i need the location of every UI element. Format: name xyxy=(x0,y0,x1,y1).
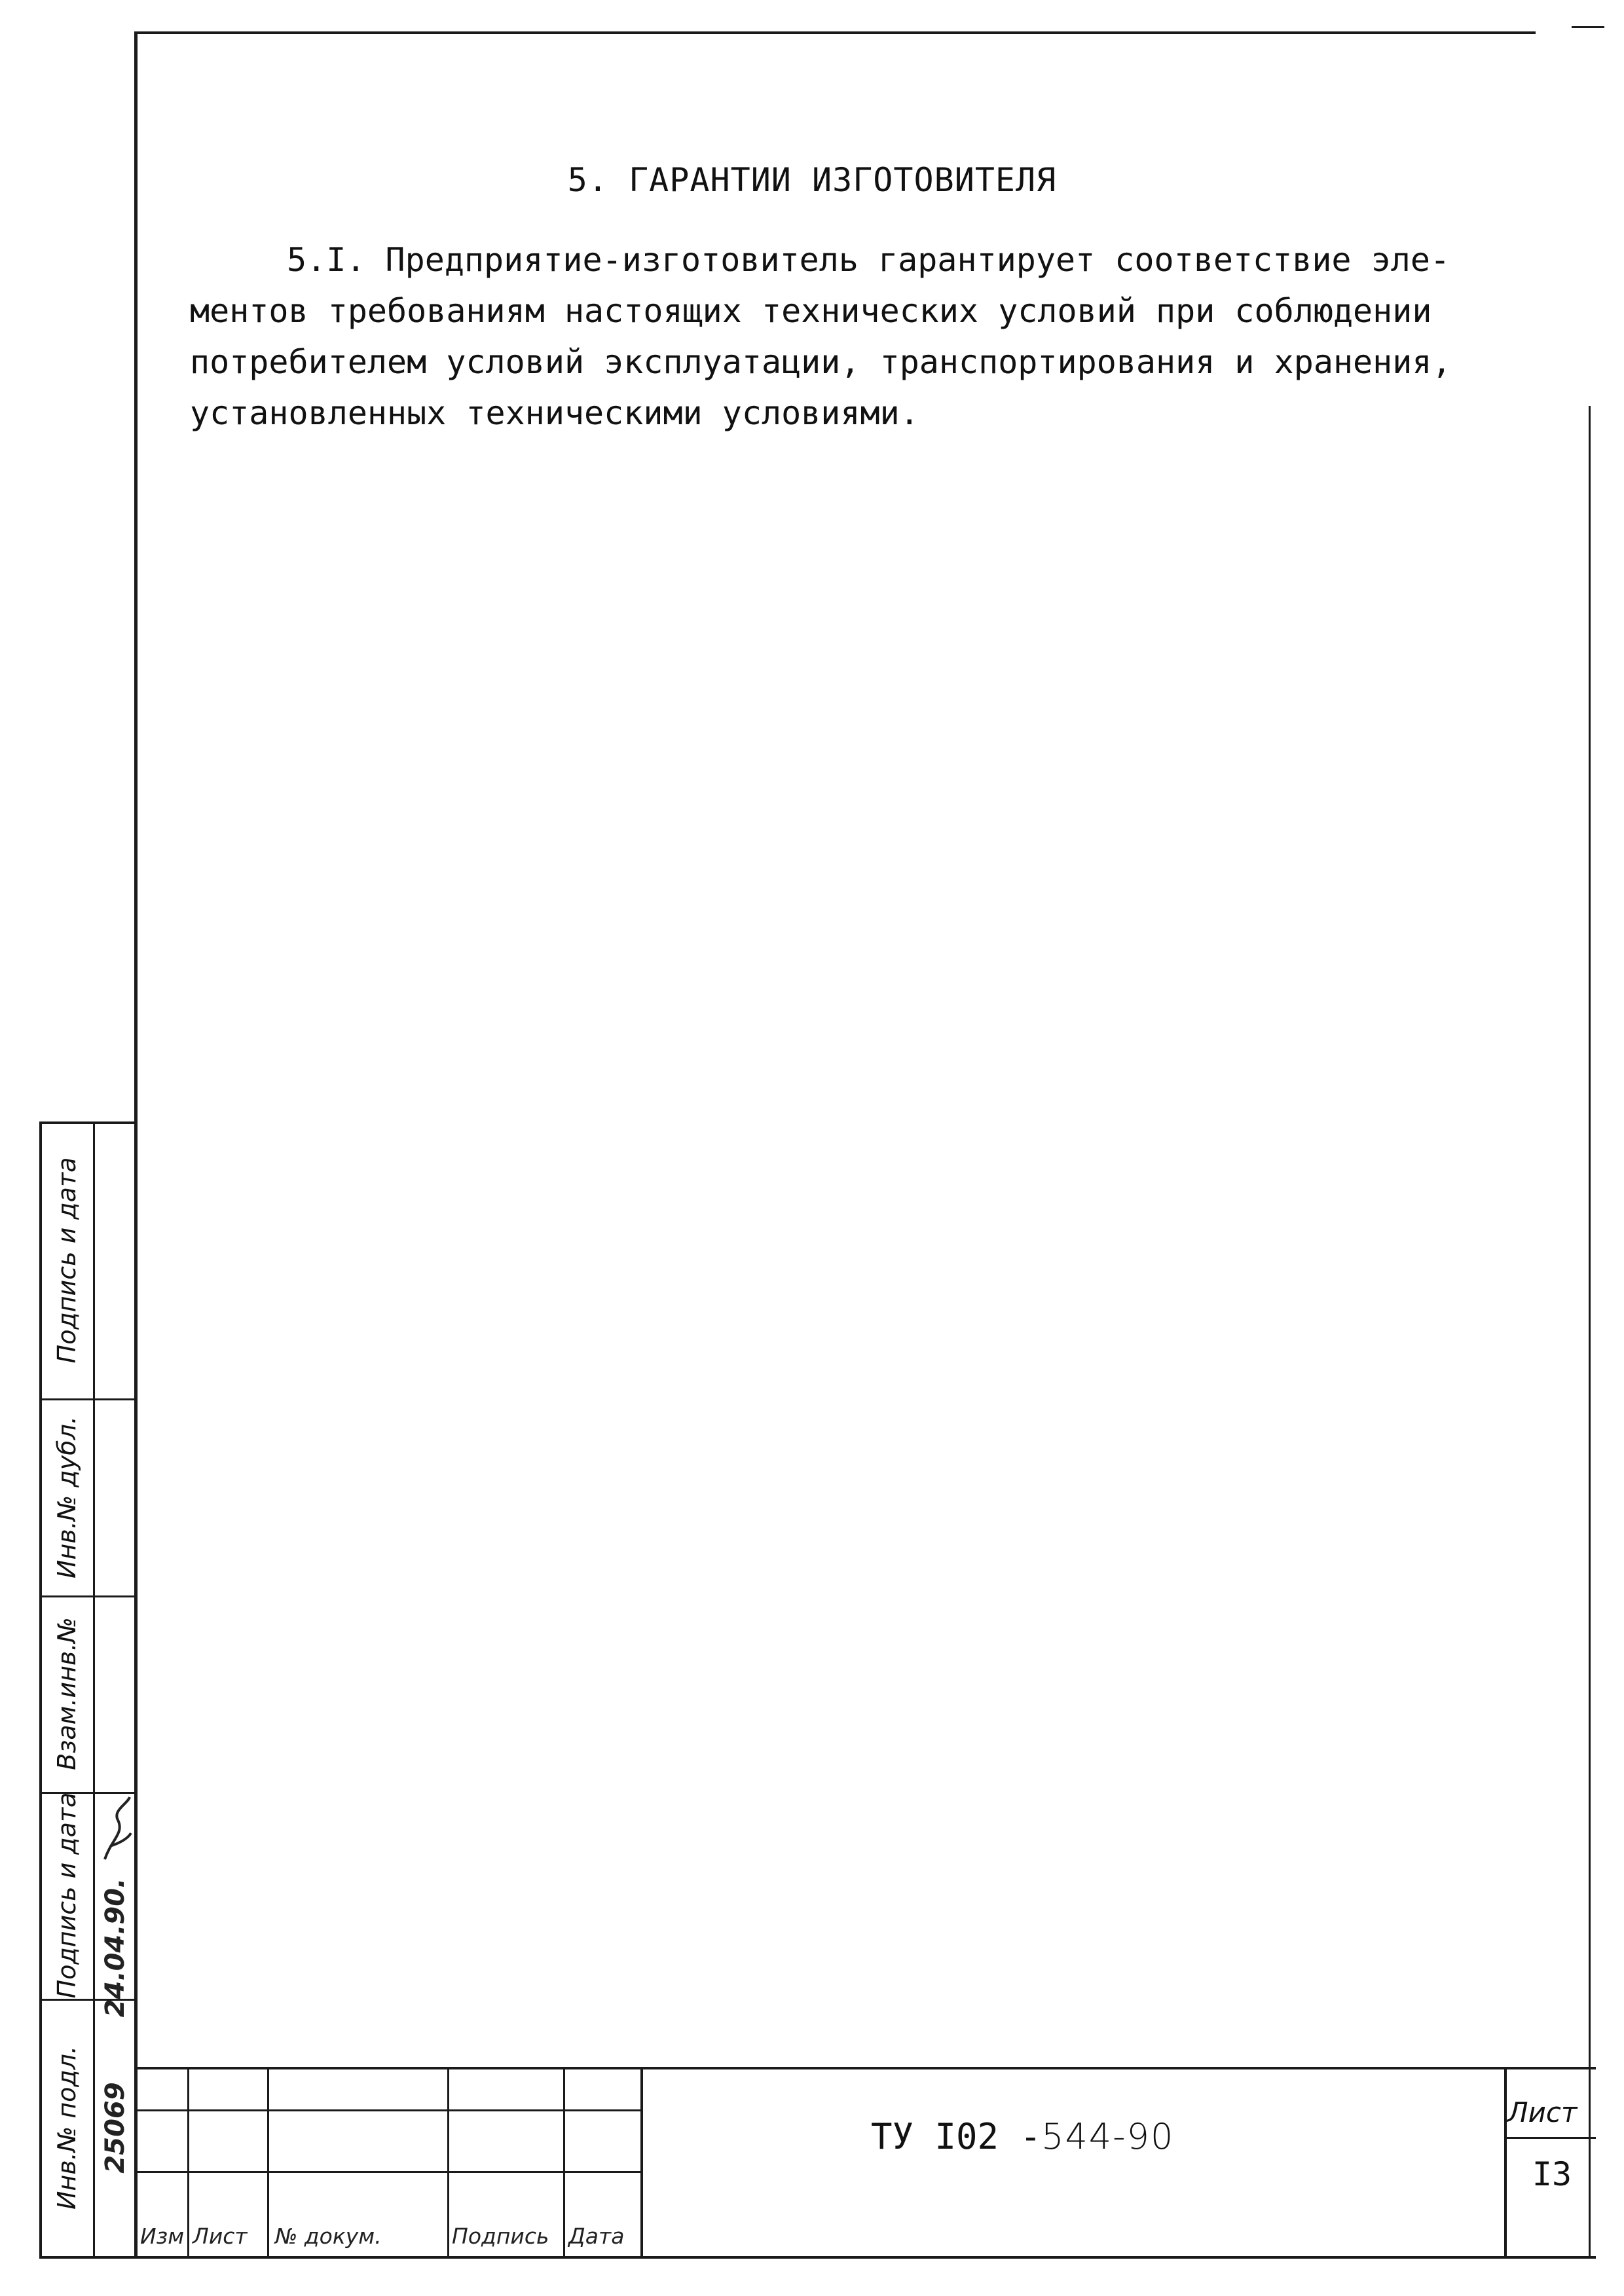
title-block-col-list: Лист xyxy=(193,2223,248,2249)
paragraph-line-2: ментов требованиям настоящих технических условий при соблюдении xyxy=(190,292,1432,330)
title-block-col-date: Дата xyxy=(568,2223,625,2249)
section-heading: 5. ГАРАНТИИ ИЗГОТОВИТЕЛЯ xyxy=(567,161,1057,199)
title-block-col-doc: № докум. xyxy=(275,2223,382,2249)
side-label-inv-podl: Инв.№ подл. xyxy=(52,2045,81,2210)
side-label-inv-dubl: Инв.№ дубл. xyxy=(52,1416,81,1578)
frame-left-line xyxy=(134,31,138,2259)
side-label-vzam-inv: Взам.инв.№ xyxy=(52,1617,81,1770)
frame-right-line xyxy=(1589,406,1591,2259)
sheet-number: I3 xyxy=(1532,2155,1572,2193)
frame-bottom-line xyxy=(134,2256,1596,2259)
frame-top-line xyxy=(134,31,1536,34)
sheet-label: Лист xyxy=(1507,2096,1578,2128)
paragraph-line-4: установленных техническими условиями. xyxy=(190,394,919,432)
document-code: ТУ I02 -544-90 xyxy=(871,2116,1175,2157)
side-sign-date: 24.04.90. xyxy=(100,1878,130,2018)
title-block-col-sign: Подпись xyxy=(452,2223,549,2249)
side-inv-number: 25069 xyxy=(100,2082,130,2174)
frame-top-line-right xyxy=(1572,26,1604,28)
paragraph-line-3: потребителем условий эксплуатации, транспортирования и хранения, xyxy=(190,343,1452,381)
signature-mark xyxy=(98,1794,135,1866)
title-block-col-izm: Изм xyxy=(140,2223,185,2249)
side-label-sign-date-1: Подпись и дата xyxy=(52,1792,81,1999)
side-label-sign-date-2: Подпись и дата xyxy=(52,1157,81,1364)
paragraph-line-1: 5.I. Предприятие-изготовитель гарантирует соответствие эле- xyxy=(287,241,1450,279)
